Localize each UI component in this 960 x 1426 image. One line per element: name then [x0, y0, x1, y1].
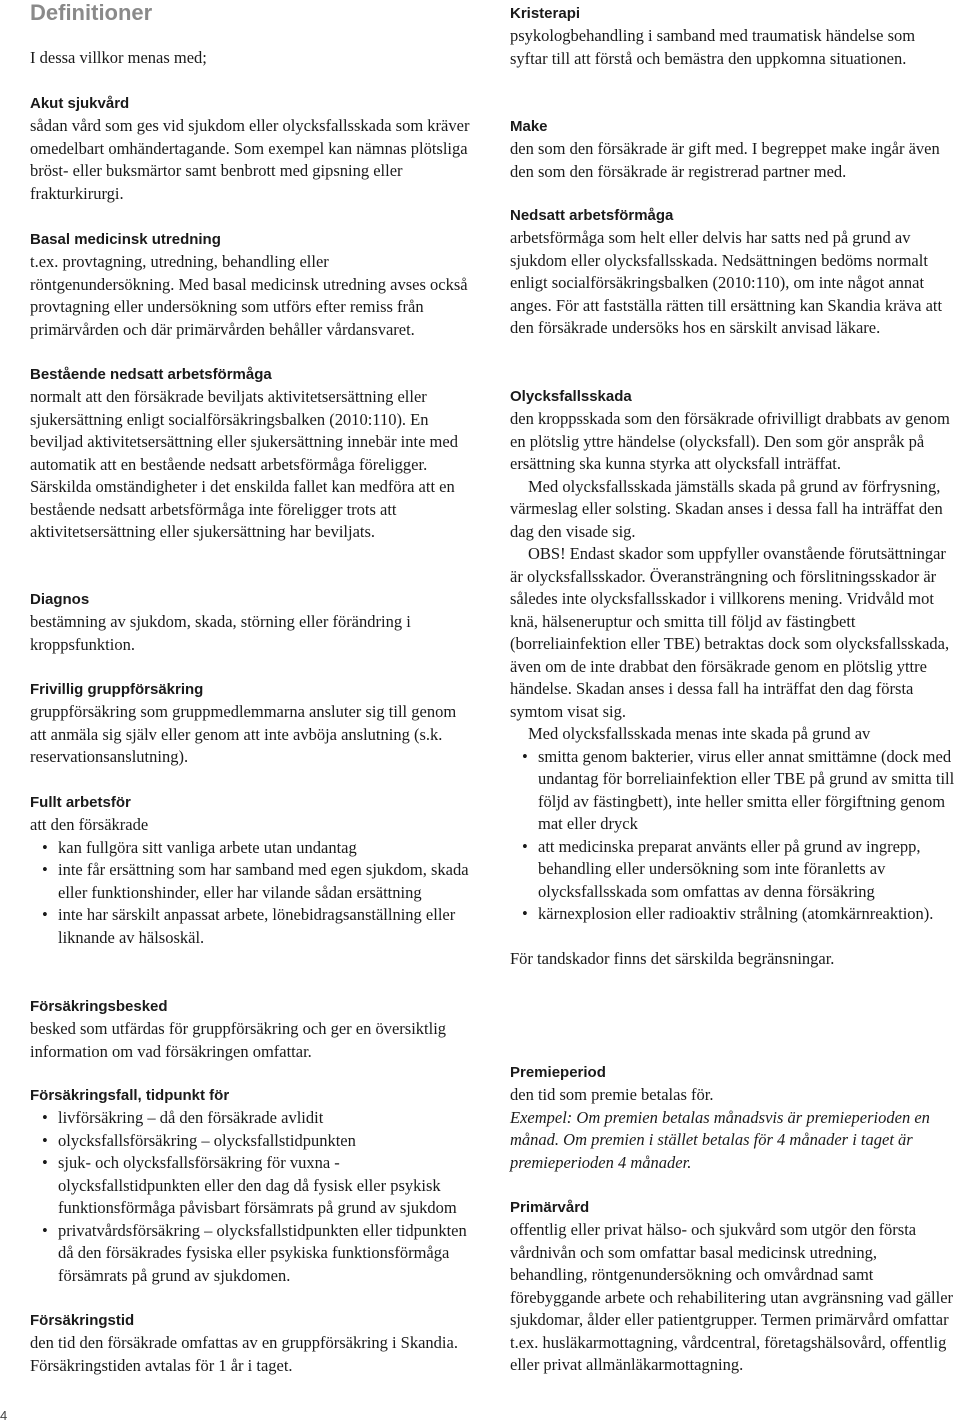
definition-term: Frivillig gruppförsäkring	[30, 681, 204, 698]
definition-text: Med olycksfallsskada jämställs skada på grund av förfrysning, värmeslag eller solsting. Skadan anses i dessa fall ha inträffat den dag den visade sig.	[510, 476, 943, 541]
definition-text: Exempel: Om premien betalas månadsvis är premieperioden en månad. Om premien i stället betalas för 4 månader i taget är premieperioden 4 månader.	[510, 1107, 930, 1172]
definition-text: att den försäkrade	[30, 815, 149, 834]
definition-term: Bestående nedsatt arbetsförmåga	[30, 366, 272, 383]
bullet-list	[30, 837, 475, 950]
definition-term: Olycksfallsskada	[510, 388, 632, 405]
definition-term: Premieperiod	[510, 1064, 606, 1081]
definition-diagnos	[30, 590, 475, 656]
bullet-item: • att medicinska preparat använts eller på grund av ingrepp, behandling eller undersökning som inte föranletts av olycksfallsskada som omfattas av denna försäkring	[510, 836, 955, 904]
bullet-list	[510, 746, 955, 926]
definition-akut-sjukvard	[30, 94, 475, 205]
definition-premieperiod	[510, 1063, 955, 1174]
note-text: För tandskador finns det särskilda begränsningar.	[510, 948, 835, 968]
definition-nedsatt-arbetsformaga	[510, 206, 955, 340]
definition-text: bestämning av sjukdom, skada, störning eller förändring i kroppsfunktion.	[30, 612, 411, 654]
bullet-item: • inte får ersättning som har samband med egen sjukdom, skada eller funktionshinder, eller har vilande sådan ersättning	[30, 859, 475, 904]
bullet-item: • smitta genom bakterier, virus eller annat smittämne (dock med undantag för borreliainfektion eller TBE på grund av smitta till följd av fästingbett), inte heller smitta eller förgiftning genom mat eller dryck	[510, 746, 955, 836]
definition-term: Primärvård	[510, 1199, 590, 1216]
definition-text: sådan vård som ges vid sjukdom eller olycksfallsskada som kräver omedelbart omhändertagande. Som exempel kan nämnas plötsliga bröst- eller buksmärtor samt benbrott med gipsning eller frakturkirurgi.	[30, 116, 470, 203]
definition-text: psykologbehandling i samband med traumatisk händelse som syftar till att förstå och bemästra den uppkomna situationen.	[510, 26, 916, 68]
bullet-list	[30, 1107, 475, 1287]
definition-text: den som den försäkrade är gift med. I begreppet make ingår även den som den försäkrade är registrerad partner med.	[510, 139, 940, 181]
definition-kristerapi	[510, 4, 955, 70]
page-title: Definitioner	[30, 0, 153, 25]
definition-term: Diagnos	[30, 591, 90, 608]
definition-forsakringstid	[30, 1311, 475, 1377]
definition-basal-medicinsk-utredning	[30, 230, 475, 341]
definition-forsakringsbesked	[30, 997, 475, 1063]
definition-make	[510, 117, 955, 183]
definition-text: den tid som premie betalas för.	[510, 1085, 714, 1104]
definition-text: arbetsförmåga som helt eller delvis har satts ned på grund av sjukdom eller olycksfallsskada. Nedsättningen bedöms normalt enligt socialförsäkringsbalken (2010:110), om inte något annat anges. För att fastställa rätten till ersättning kan Skandia kräva att den försäkrade undersöks hos en särskilt anvisad läkare.	[510, 228, 943, 337]
bullet-item: • livförsäkring – då den försäkrade avlidit	[30, 1107, 475, 1130]
definition-olycksfallsskada	[510, 387, 955, 970]
definition-term: Akut sjukvård	[30, 95, 130, 112]
bullet-item: • inte har särskilt anpassat arbete, lönebidragsanställning eller liknande av hälsoskäl.	[30, 904, 475, 949]
definition-text: t.ex. provtagning, utredning, behandling eller röntgenundersökning. Med basal medicinsk utredning avses också provtagning eller undersökning som utförs efter remiss från primärvården och där primärvården behåller vårdansvaret.	[30, 252, 468, 339]
definition-bestaende-nedsatt-arbetsformaga	[30, 365, 475, 544]
definition-frivillig-gruppforsakring	[30, 680, 475, 769]
definition-text: gruppförsäkring som gruppmedlemmarna ansluter sig till genom att anmäla sig själv eller genom att inte avböja anslutning (s.k. reservationsanslutning).	[30, 702, 457, 766]
intro-text: I dessa villkor menas med;	[30, 48, 207, 67]
definition-term: Försäkringsfall, tidpunkt för	[30, 1087, 230, 1104]
definition-text: besked som utfärdas för gruppförsäkring och ger en översiktlig information om vad försäkringen omfattar.	[30, 1019, 447, 1061]
definition-term: Make	[510, 118, 548, 135]
definition-text: normalt att den försäkrade beviljats aktivitetsersättning eller sjukersättning enligt socialförsäkringsbalken (2010:110). En beviljad aktivitetsersättning eller sjukersättning innebär inte med automatik att en bestående nedsatt arbetsförmåga föreligger. Särskilda omständigheter i det enskilda fallet kan medföra att en bestående nedsatt arbetsförmåga inte föreligger trots att aktivitetsersättning eller sjukersättning har beviljats.	[30, 387, 458, 541]
definition-term: Fullt arbetsför	[30, 794, 131, 811]
definition-text: den kroppsskada som den försäkrade ofrivilligt drabbats av genom en plötslig yttre händelse (olycksfall). Den som gör anspråk på ersättning ska kunna styrka att olycksfall inträffat.	[510, 409, 950, 473]
page-number: 4	[0, 1408, 8, 1423]
definition-text: Med olycksfallsskada menas inte skada på grund av	[528, 724, 871, 743]
definition-term: Kristerapi	[510, 5, 581, 22]
definition-term: Försäkringstid	[30, 1312, 135, 1329]
definition-text: offentlig eller privat hälso- och sjukvård som utgör den första vårdnivån och som omfattar basal medicinsk utredning, behandling, röntgenundersökning och omvårdnad samt förebyggande arbete och rehabilitering utan avgränsning vad gäller sjukdomar, ålder eller patientgrupper. Termen primärvård omfattar t.ex. husläkarmottagning, vårdcentral, företagshälsovård, offentlig eller privat allmänläkarmottagning.	[510, 1220, 954, 1374]
definition-forsakringsfall-tidpunkt-for	[30, 1086, 475, 1287]
bullet-item: • kärnexplosion eller radioaktiv strålning (atomkärnreaktion).	[510, 903, 955, 926]
definition-text: OBS! Endast skador som uppfyller ovanstående förutsättningar är olycksfallsskador. Överansträngning och förslitningsskador är således inte olycksfallsskador i villkorens mening. Vridvåld mot knä, hälseneruptur och smitta till följd av fästingbett (borreliainfektion eller TBE) betraktas dock som olycksfallsskada, även om de inte drabbat den försäkrade genom en plötslig yttre händelse. Skadan anses i dessa fall ha inträffat den dag första symtom visat sig.	[510, 544, 950, 721]
bullet-item: • privatvårdsförsäkring – olycksfallstidpunkten eller tidpunkten då den försäkrades fysiska eller psykiska funktionsförmåga försämrats på grund av sjukdomen.	[30, 1220, 475, 1288]
definition-term: Försäkringsbesked	[30, 998, 168, 1015]
definition-term: Basal medicinsk utredning	[30, 231, 221, 248]
definition-text: den tid den försäkrade omfattas av en gruppförsäkring i Skandia. Försäkringstiden avtalas för 1 år i taget.	[30, 1333, 458, 1375]
bullet-item: • kan fullgöra sitt vanliga arbete utan undantag	[30, 837, 475, 860]
bullet-item: • olycksfallsförsäkring – olycksfallstidpunkten	[30, 1130, 475, 1153]
bullet-item: • sjuk- och olycksfallsförsäkring för vuxna - olycksfallstidpunkten eller den dag då fysisk eller psykisk funktionsförmåga påvisbart försämrats på grund av sjukdom	[30, 1152, 475, 1220]
definition-term: Nedsatt arbetsförmåga	[510, 207, 674, 224]
definition-fullt-arbetsfor	[30, 793, 475, 949]
definition-primarvard	[510, 1198, 955, 1377]
